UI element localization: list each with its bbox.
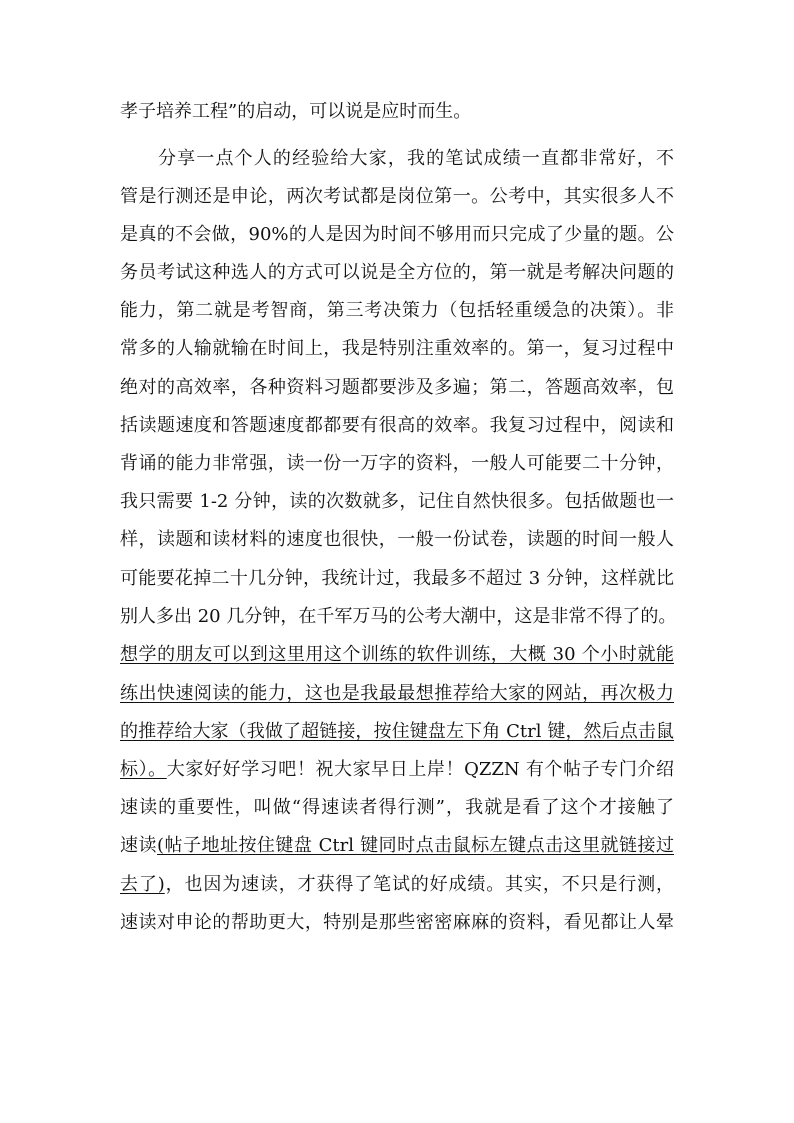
speed-reading-link[interactable]: 的推荐给大家（我做了超链接，按住键盘左下角 Ctrl 键，然后点击鼠 [120,721,674,742]
paragraph-line: 速读对申论的帮助更大，特别是那些密密麻麻的资料，看见都让人晕 [120,912,674,933]
paragraph-line: 样，读题和读材料的速度也很快，一般一份试卷，读题的时间一般人 [120,529,674,550]
paragraph-line: 分享一点个人的经验给大家，我的笔试成绩一直都非常好，不 [158,148,674,169]
mixed-line [120,756,674,784]
forum-post-link[interactable]: (帖子地址按住键盘 Ctrl 键同时点击鼠标左键点击这里就链接过 [156,835,674,856]
paragraph-line: 绝对的高效率，各种资料习题都要涉及多遍；第二，答题高效率，包 [120,377,674,398]
paragraph-line: 背诵的能力非常强，读一份一万字的资料，一般人可能要二十分钟， [120,453,674,474]
speed-reading-link[interactable]: 练出快速阅读的能力，这也是我最最想推荐给大家的网站，再次极力 [120,683,674,704]
hyperlink-line[interactable] [120,718,674,746]
paragraph-text: ，也因为速读，才获得了笔试的好成绩。其实，不只是行测， [164,874,674,895]
paragraph-line: 可能要花掉二十几分钟，我统计过，我最多不超过 3 分钟，这样就比 [120,568,674,589]
paragraph-line: 速读的重要性，叫做“得速读者得行测”，我就是看了这个才接触了 [120,797,674,818]
paragraph-text: 大家好好学习吧！祝大家早日上岸！QZZN 有个帖子专门介绍 [166,759,674,780]
speed-reading-link[interactable]: 标）。 [120,759,167,780]
paragraph-line: 常多的人输就输在时间上，我是特别注重效率的。第一，复习过程中 [120,338,674,359]
paragraph-line: 能力，第二就是考智商，第三考决策力（包括轻重缓急的决策）。非 [120,300,674,321]
paragraph-text: 速读 [120,835,157,856]
speed-reading-link[interactable]: 想学的朋友可以到这里用这个训练的软件训练，大概 30 个小时就能 [120,644,674,665]
paragraph-line: 我只需要 1-2 分钟，读的次数就多，记住自然快很多。包括做题也一 [120,491,674,512]
hyperlink-line[interactable] [120,680,674,708]
hyperlink-line[interactable] [120,641,674,669]
paragraph-line: 括读题速度和答题速度都都要有很高的效率。我复习过程中，阅读和 [120,415,674,436]
forum-post-link[interactable]: 去了) [120,874,165,895]
mixed-line [120,871,674,899]
paragraph-line: 是真的不会做，90%的人是因为时间不够用而只完成了少量的题。公 [120,224,674,245]
mixed-line [120,832,674,860]
paragraph-line: 别人多出 20 几分钟，在千军万马的公考大潮中，这是非常不得了的。 [120,606,677,627]
paragraph-line: 孝子培养工程”的启动，可以说是应时而生。 [120,101,472,122]
paragraph-line: 管是行测还是申论，两次考试都是岗位第一。公考中，其实很多人不 [120,186,674,207]
paragraph-line: 务员考试这种选人的方式可以说是全方位的，第一就是考解决问题的 [120,262,674,283]
